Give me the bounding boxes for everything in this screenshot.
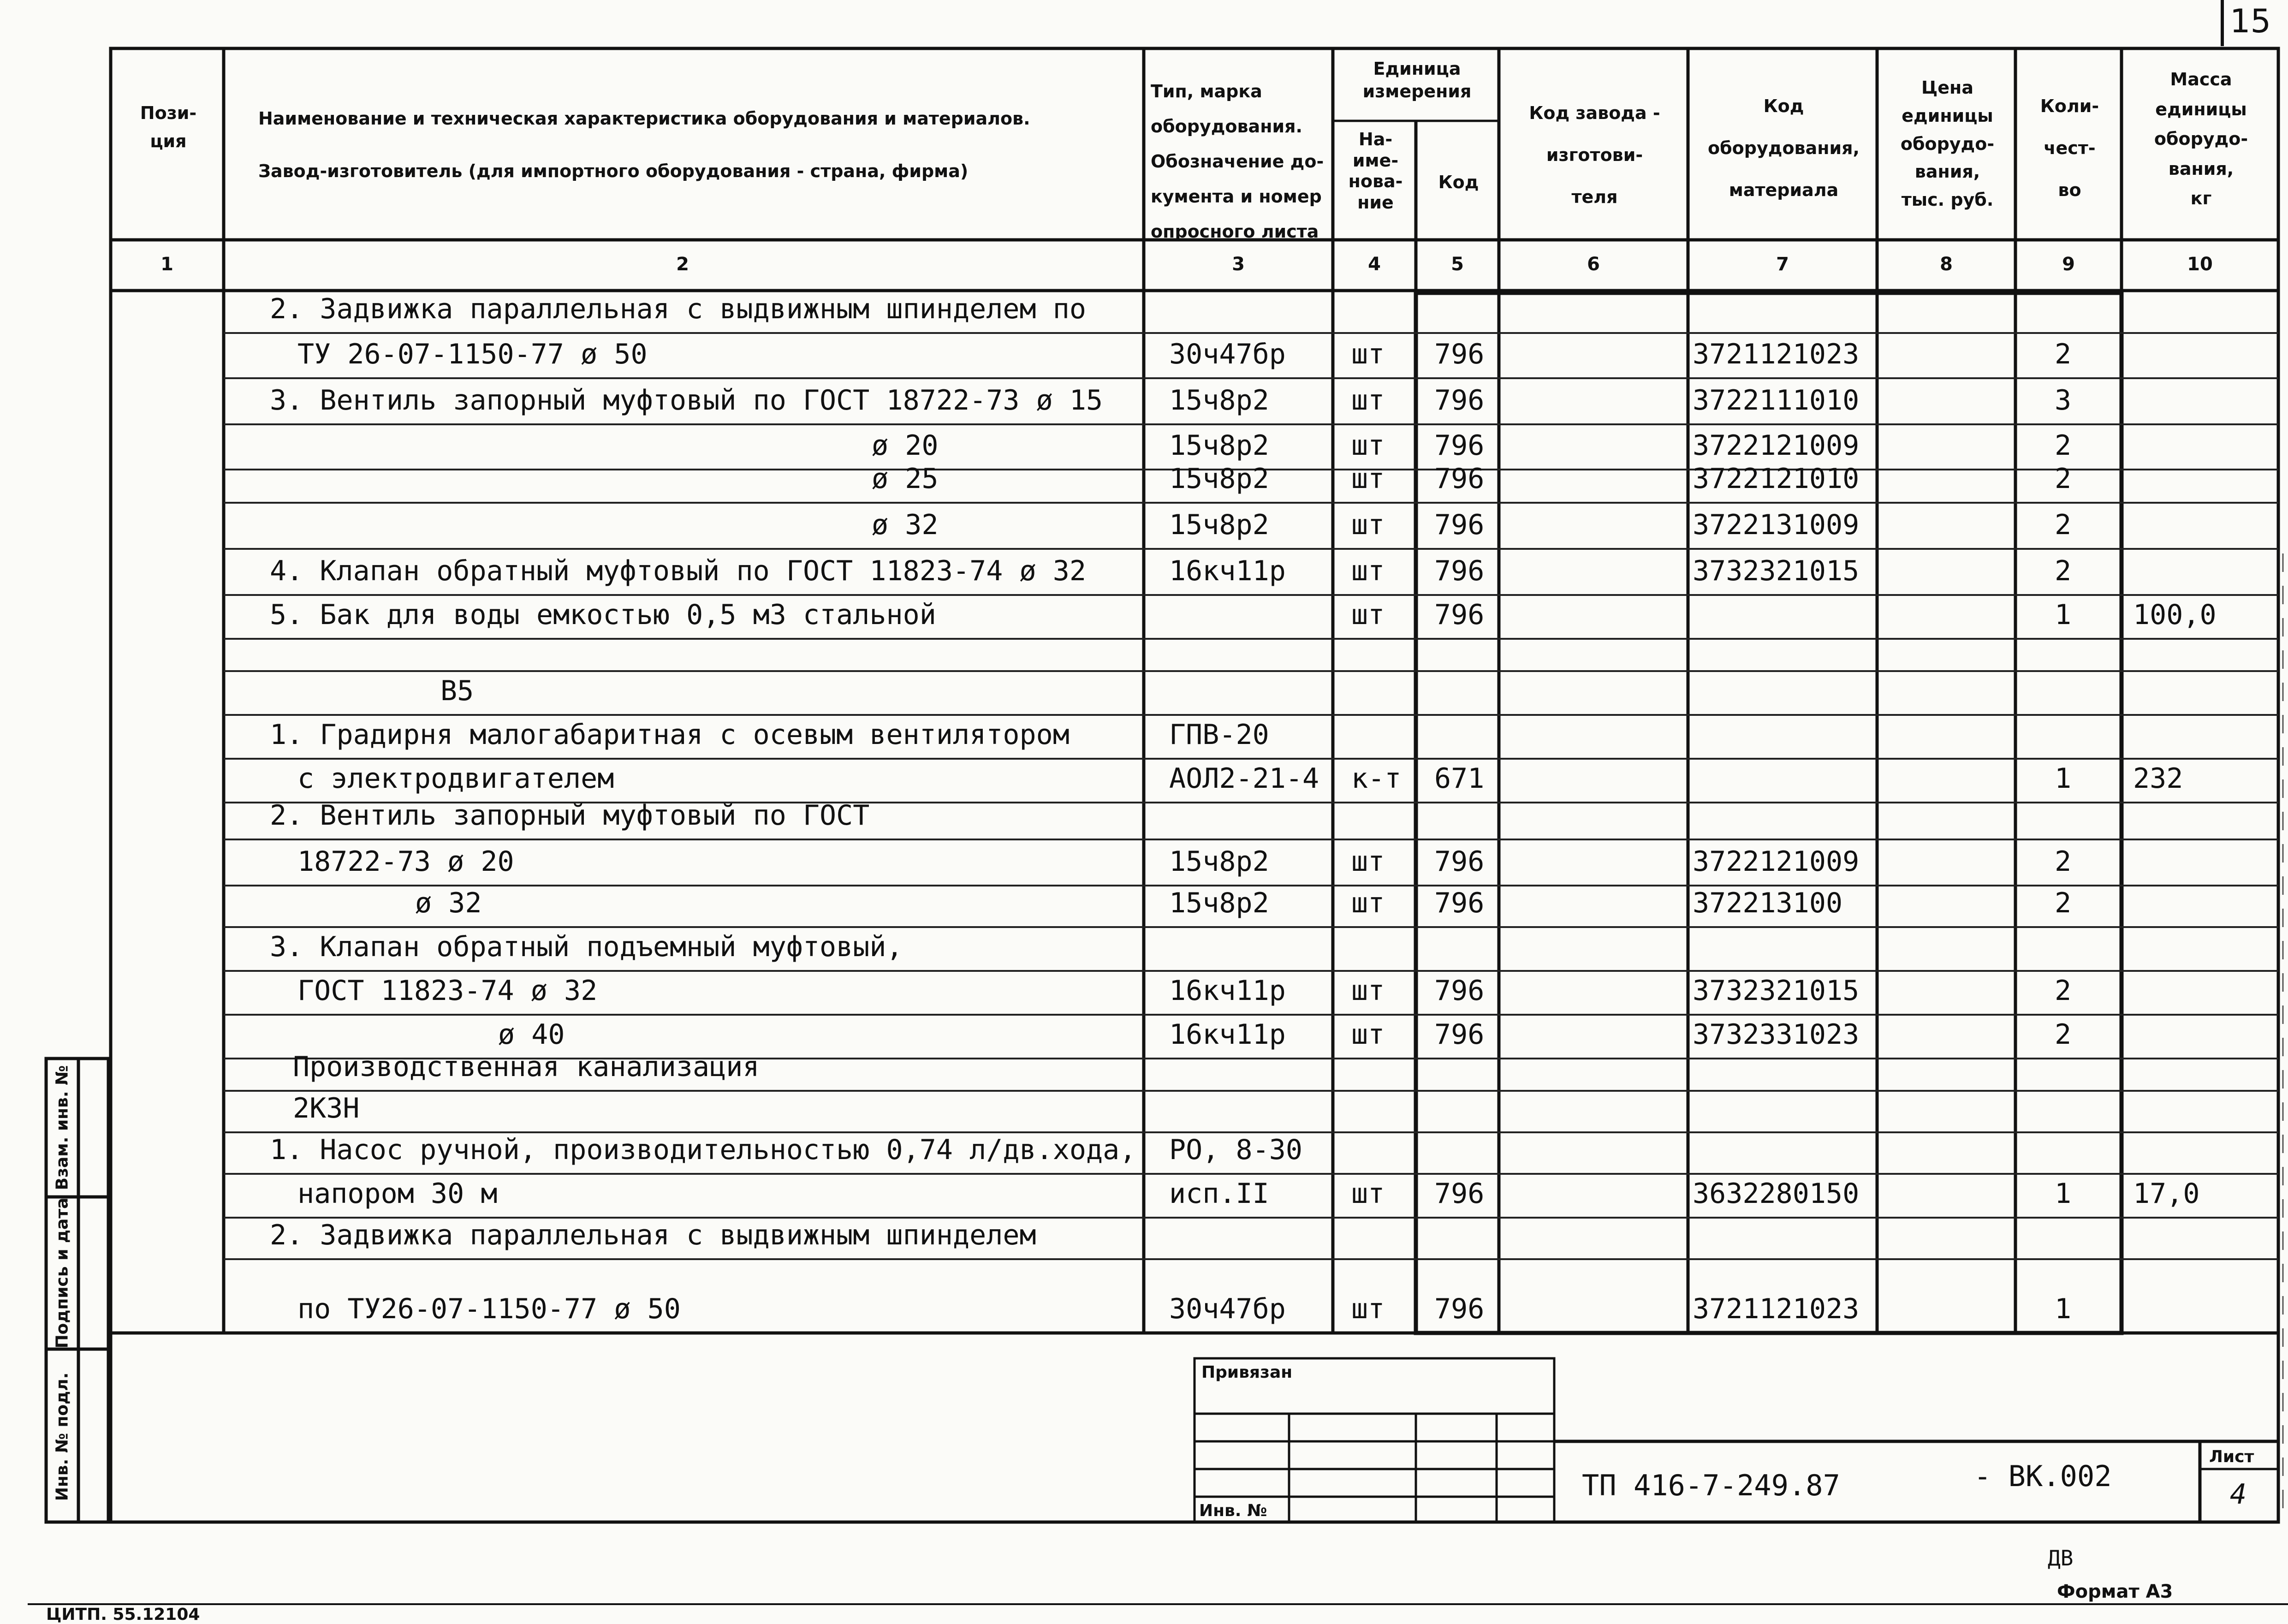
row-equip-code: 3632280150 [1693, 1178, 1860, 1210]
row-type: ГПВ-20 [1169, 719, 1269, 751]
row-equip-code: 3732331023 [1693, 1018, 1860, 1051]
row-unit-code: 796 [1434, 1178, 1485, 1210]
header-type: Тип, марка оборудования. Обозначение до-кумента и номер опросного листа [1151, 81, 1324, 242]
row-unit-code: 796 [1434, 887, 1485, 919]
row-name: 2К3Н [293, 1092, 360, 1124]
row-unit: шт [1351, 429, 1385, 462]
footer-dv: ДВ [2048, 1546, 2074, 1570]
stamp-sheet-number: 4 [2230, 1478, 2247, 1511]
row-type: 15ч8р2 [1169, 429, 1269, 462]
header-unit-code: Код [1438, 172, 1479, 192]
row-quantity: 2 [2055, 463, 2072, 495]
stamp-sheet-label: Лист [2209, 1447, 2254, 1466]
header-unit-group: Единица измерения [1362, 59, 1472, 102]
footer-format: Формат А3 [2057, 1581, 2173, 1602]
row-name: 2. Задвижка параллельная с выдвижным шпинделем по [270, 293, 1087, 325]
row-equip-code: 3722121009 [1693, 845, 1860, 878]
row-name: с электродвигателем [297, 762, 614, 795]
row-name: ø 32 [415, 887, 482, 919]
row-unit-code: 796 [1434, 338, 1485, 370]
row-name: 5. Бак для воды емкостью 0,5 м3 стальной [270, 599, 936, 631]
column-number: 10 [2187, 254, 2213, 275]
stamp-privyazan: Привязан [1201, 1363, 1293, 1382]
row-name: 3. Клапан обратный подъемный муфтовый, [270, 931, 903, 963]
row-type: 30ч47бр [1169, 338, 1286, 370]
row-unit-code: 796 [1434, 555, 1485, 587]
row-unit: шт [1351, 975, 1385, 1007]
row-type: 16кч11р [1169, 975, 1286, 1007]
row-equip-code: 3721121023 [1693, 338, 1860, 370]
row-unit: шт [1351, 463, 1385, 495]
row-quantity: 2 [2055, 338, 2072, 370]
row-equip-code: 3722111010 [1693, 384, 1860, 416]
row-name: 2. Вентиль запорный муфтовый по ГОСТ [270, 799, 870, 832]
row-equip-code: 3722121009 [1693, 429, 1860, 462]
header-price: Цена единицы оборудо- вания, тыс. руб. [1900, 77, 1995, 210]
row-type: 15ч8р2 [1169, 509, 1269, 541]
header-name: Наименование и техническая характеристика оборудования и материалов. Завод-изготовитель (для импортного оборудования - страна, фирма) [258, 108, 1030, 181]
column-number: 9 [2062, 254, 2075, 275]
row-quantity: 1 [2055, 1178, 2072, 1210]
row-unit: шт [1351, 845, 1385, 878]
row-unit: шт [1351, 555, 1385, 587]
row-quantity: 2 [2055, 975, 2072, 1007]
row-quantity: 1 [2055, 1293, 2072, 1325]
stamp-inv-no: Инв. № [1199, 1501, 1267, 1520]
row-name: 3. Вентиль запорный муфтовый по ГОСТ 18722-73 ø 15 [270, 384, 1103, 416]
corner-sheet-number: 15 [2230, 2, 2271, 40]
row-unit: шт [1351, 338, 1385, 370]
stamp-doc-suffix: - ВК.002 [1974, 1459, 2112, 1493]
row-quantity: 2 [2055, 887, 2072, 919]
row-unit-code: 796 [1434, 509, 1485, 541]
row-name: Производственная канализация [293, 1051, 760, 1083]
row-mass: 100,0 [2133, 599, 2217, 631]
row-unit-code: 796 [1434, 975, 1485, 1007]
row-unit: шт [1351, 384, 1385, 416]
side-label-inv-podl: Инв. № подл. [53, 1372, 72, 1501]
row-unit-code: 796 [1434, 599, 1485, 631]
column-number: 7 [1776, 254, 1789, 275]
column-number: 6 [1587, 254, 1600, 275]
row-equip-code: 3722131009 [1693, 509, 1860, 541]
row-name: по ТУ26-07-1150-77 ø 50 [297, 1293, 681, 1325]
row-unit: шт [1351, 1293, 1385, 1325]
row-name: ТУ 26-07-1150-77 ø 50 [297, 338, 648, 370]
header-unit-name: На- име- нова- ние [1348, 129, 1403, 213]
row-quantity: 1 [2055, 762, 2072, 795]
row-quantity: 2 [2055, 429, 2072, 462]
header-mass: Масса единицы оборудо- вания, кг [2154, 69, 2248, 209]
row-quantity: 2 [2055, 1018, 2072, 1051]
row-quantity: 2 [2055, 845, 2072, 878]
row-type: исп.II [1169, 1178, 1269, 1210]
side-label-vzam: Взам. инв. № [53, 1065, 72, 1190]
row-type: АОЛ2-21-4 [1169, 762, 1319, 795]
row-mass: 17,0 [2133, 1178, 2200, 1210]
header-equip-code: Код оборудования, материала [1708, 96, 1860, 201]
row-unit-code: 671 [1434, 762, 1485, 795]
side-label-podpis: Подпись и дата [53, 1197, 72, 1349]
row-unit: шт [1351, 1178, 1385, 1210]
row-name: В5 [440, 675, 474, 707]
row-name: ø 20 [872, 429, 939, 462]
header-qty: Коли- чест- во [2040, 96, 2099, 201]
header-maker-code: Код завода - изготови- теля [1529, 103, 1660, 208]
row-unit: шт [1351, 1018, 1385, 1051]
row-name: ГОСТ 11823-74 ø 32 [297, 975, 598, 1007]
row-unit: шт [1351, 509, 1385, 541]
column-number: 5 [1451, 254, 1464, 275]
row-unit: шт [1351, 887, 1385, 919]
row-name: 1. Градирня малогабаритная с осевым вентилятором [270, 719, 1070, 751]
row-type: 15ч8р2 [1169, 887, 1269, 919]
row-type: РО, 8-30 [1169, 1134, 1302, 1166]
row-unit-code: 796 [1434, 845, 1485, 878]
row-quantity: 2 [2055, 555, 2072, 587]
row-unit-code: 796 [1434, 1018, 1485, 1051]
row-type: 16кч11р [1169, 1018, 1286, 1051]
header-pos: Пози- ция [140, 103, 197, 151]
column-number: 2 [676, 254, 689, 275]
row-type: 15ч8р2 [1169, 845, 1269, 878]
row-name: 1. Насос ручной, производительностью 0,74 л/дв.хода, [270, 1134, 1136, 1166]
row-unit-code: 796 [1434, 1293, 1485, 1325]
row-name: напором 30 м [297, 1178, 498, 1210]
row-mass: 232 [2133, 762, 2183, 795]
row-unit-code: 796 [1434, 463, 1485, 495]
row-type: 15ч8р2 [1169, 463, 1269, 495]
row-unit: шт [1351, 599, 1385, 631]
row-unit-code: 796 [1434, 429, 1485, 462]
row-name: 2. Задвижка параллельная с выдвижным шпинделем [270, 1219, 1036, 1251]
row-quantity: 1 [2055, 599, 2072, 631]
row-equip-code: 3722121010 [1693, 463, 1860, 495]
row-equip-code: 3732321015 [1693, 975, 1860, 1007]
row-name: 4. Клапан обратный муфтовый по ГОСТ 11823-74 ø 32 [270, 555, 1087, 587]
row-equip-code: 3721121023 [1693, 1293, 1860, 1325]
row-type: 16кч11р [1169, 555, 1286, 587]
row-name: ø 40 [498, 1018, 565, 1051]
column-number: 3 [1232, 254, 1245, 275]
row-quantity: 3 [2055, 384, 2072, 416]
row-name: ø 32 [872, 509, 939, 541]
row-type: 30ч47бр [1169, 1293, 1286, 1325]
row-quantity: 2 [2055, 509, 2072, 541]
column-number: 1 [160, 254, 173, 275]
column-number: 8 [1940, 254, 1953, 275]
row-unit: к-т [1351, 762, 1402, 795]
row-type: 15ч8р2 [1169, 384, 1269, 416]
row-unit-code: 796 [1434, 384, 1485, 416]
row-equip-code: 372213100 [1693, 887, 1843, 919]
row-equip-code: 3732321015 [1693, 555, 1860, 587]
footer-org: ЦИТП. 55.12104 [46, 1605, 200, 1624]
row-name: ø 25 [872, 463, 939, 495]
row-name: 18722-73 ø 20 [297, 845, 514, 878]
column-number: 4 [1368, 254, 1381, 275]
stamp-doc-code: ТП 416-7-249.87 [1582, 1469, 1840, 1502]
